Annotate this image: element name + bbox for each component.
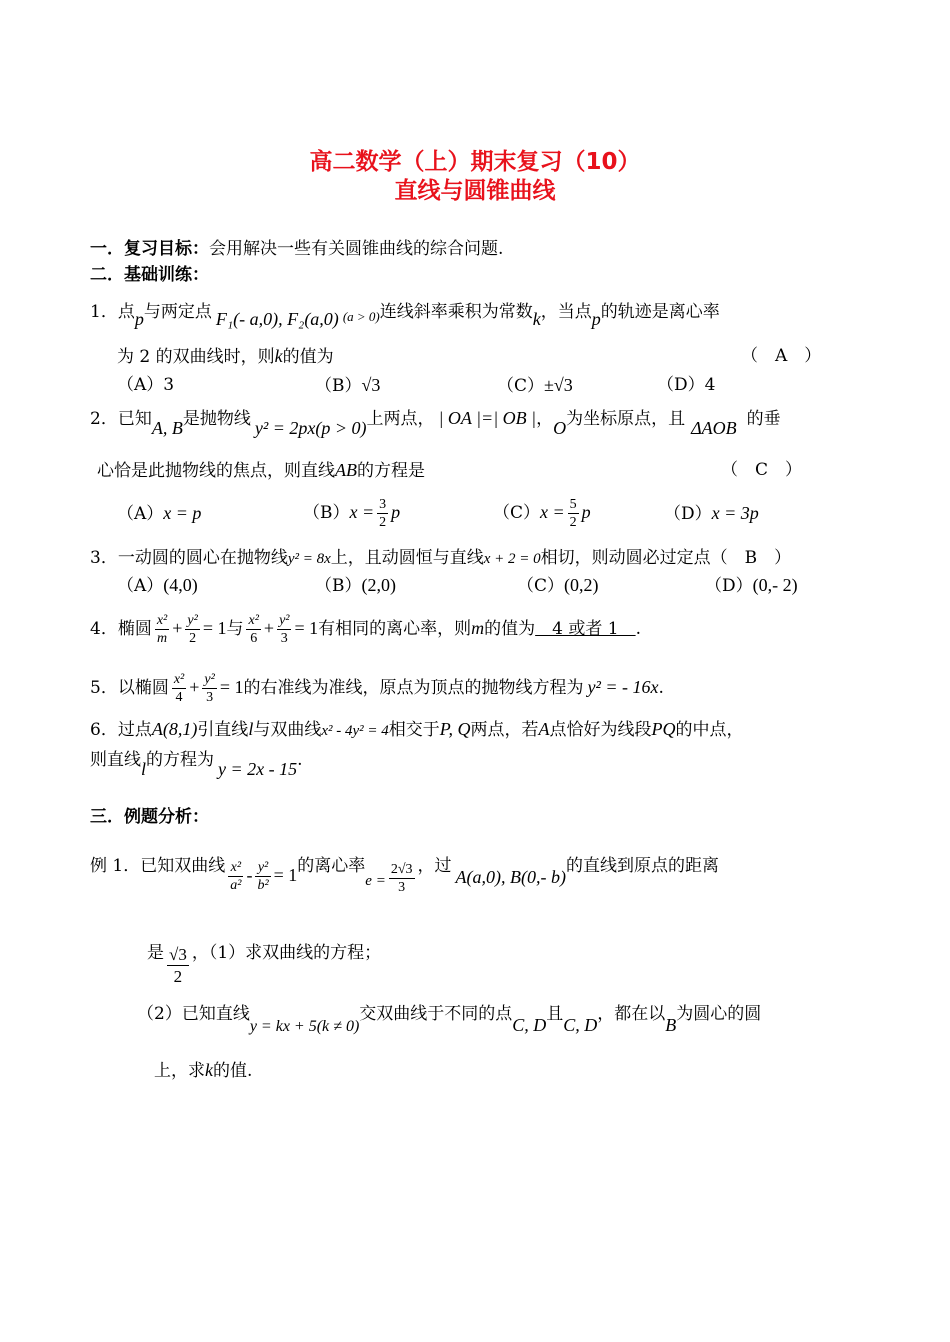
q1-option-b: （B）√3 [315, 375, 381, 396]
page-title: 高二数学（上）期末复习（10） [309, 149, 641, 175]
section-1-heading: 一．复习目标： [90, 239, 209, 259]
q1-option-a: （A）3 [117, 375, 175, 395]
q2-line2: 心恰是此抛物线的焦点，则直线AB的方程是 [97, 460, 425, 481]
ex1-part2: （2）已知直线y = kx + 5(k ≠ 0)交双曲线于不同的点C, D且C, D，都在以B为圆心的圆 [137, 1004, 762, 1035]
q5-answer: y² = - 16x [587, 677, 659, 697]
q4-line1: 4．椭圆 $\frac{\text{x²}}{m}$ + $\frac{\text{y²}}{2}$ = 1与 $\frac{\text{x²}}{6}$ + $\frac{\text{y²}}{3}$ = 1有相同的离心率，则m的值为 4 或者 1 . [90, 613, 641, 646]
q3-option-b: （B）(2,0) [315, 575, 396, 596]
q6-line1: 6．过点A(8,1)引直线l与双曲线x² - 4y² = 4相交于P, Q两点，若A点恰好为线段PQ的中点， [90, 719, 744, 740]
ex1-line1: 例 1．已知双曲线 $\frac{\text{x²}}{\text{a²}}$ - $\frac{\text{y²}}{\text{b²}}$ = 1的离心率e = $\frac{2√3}{3}$ ，过A(a,0), B(0,- b)的直线到原点的距离 [90, 856, 719, 895]
q3-line1: 3．一动圆的圆心在抛物线y² = 8x上，且动圆恒与直线x + 2 = 0相切，则动圆必过定点（ B ） [90, 548, 792, 568]
q1-line2: 为 2 的双曲线时，则k的值为 [117, 346, 334, 367]
q3-option-c: （C）(0,2) [517, 575, 599, 596]
section-3-heading: 三．例题分析： [90, 807, 209, 827]
section-1-text: 会用解决一些有关圆锥曲线的综合问题. [209, 239, 504, 259]
q1-option-c: （C）±√3 [497, 375, 573, 396]
page-subtitle: 直线与圆锥曲线 [394, 178, 556, 204]
q6-answer: y = 2x - 15 [218, 759, 298, 779]
q2-option-b: （B）x = $\frac{3}{2}$ p [303, 497, 401, 530]
q3-option-a: （A）(4,0) [117, 575, 198, 596]
q1-option-d: （D）4 [657, 375, 716, 395]
q2-option-a: （A）x = p [117, 503, 202, 524]
q1-answer: （ A ） [741, 346, 822, 366]
q2-option-c: （C）x = $\frac{5}{2}$ p [493, 497, 591, 530]
section-2-heading: 二．基础训练： [90, 265, 209, 285]
ex1-line4: 上，求k的值. [154, 1060, 253, 1081]
q2-answer: （ C ） [721, 460, 803, 480]
q2-option-d: （D）x = 3p [664, 503, 759, 524]
q3-option-d: （D）(0,- 2) [705, 575, 798, 596]
q2-line1: 2．已知A, B是抛物线 y² = 2px(p > 0)上两点， | OA |=| OB |，O为坐标原点，且 ΔAOB 的垂 [90, 408, 781, 438]
q4-answer-blank: 4 或者 1 [535, 619, 636, 639]
q1-line1: 1．点p与两定点 F₁(- a,0), F₂(a,0) $_{(a > 0)}$连线斜率乘积为常数k，当点p的轨迹是离心率 [90, 302, 720, 329]
section-1 [90, 236, 503, 262]
ex1-line2: 是 $\frac{√3}{2}$ ，（1）求双曲线的方程； [147, 943, 382, 986]
q5-line1: 5．以椭圆 $\frac{\text{x²}}{4}$ + $\frac{\text{y²}}{3}$ = 1的右准线为准线，原点为顶点的抛物线方程为 y² = - 16x. [90, 672, 664, 705]
q6-line2: 则直线l的方程为 y = 2x - 15. [90, 750, 303, 779]
